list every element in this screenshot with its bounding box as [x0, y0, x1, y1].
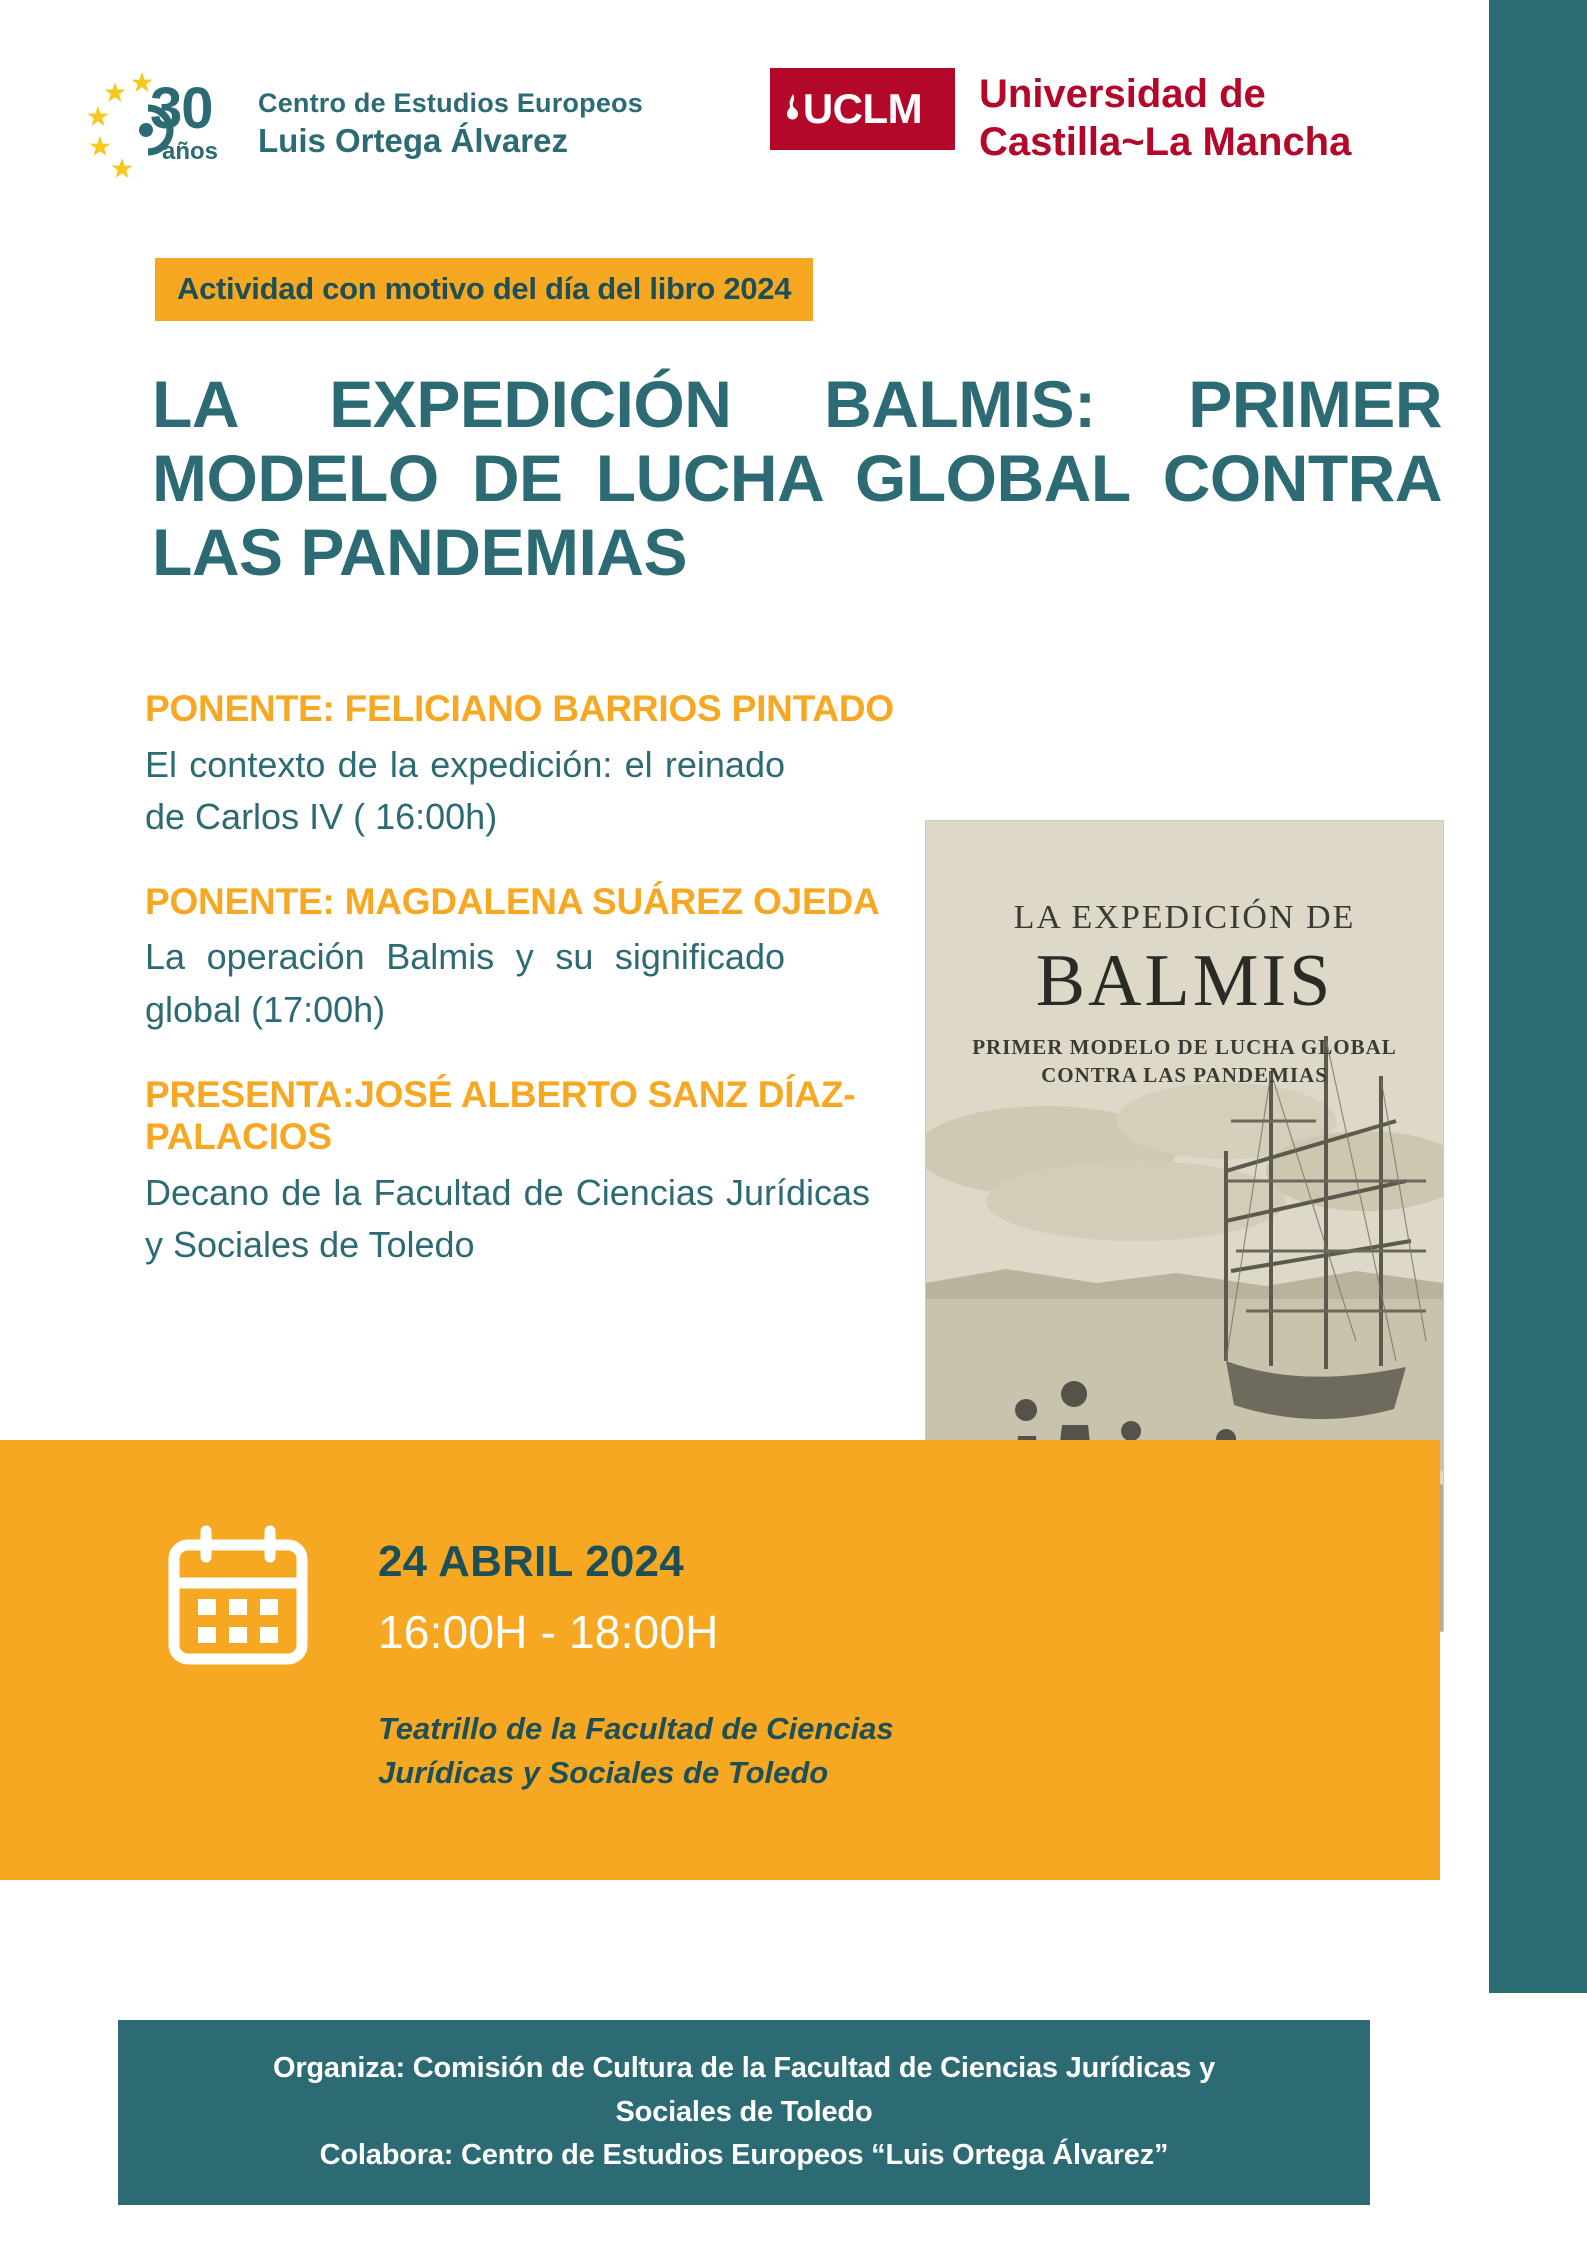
page-title: [152, 368, 1442, 590]
book-title-big: BALMIS: [1035, 940, 1334, 1022]
uclm-mark-label: UCLM: [802, 85, 923, 132]
speaker-item: [145, 688, 915, 843]
right-decorative-band: [1489, 0, 1587, 1993]
cee-logo-text: [258, 87, 643, 160]
page-title-line2: MODELO DE LUCHA GLOBAL CONTRA: [152, 440, 1442, 515]
uclm-name-line2: Castilla~La Mancha: [979, 120, 1352, 164]
flame-icon: [784, 94, 802, 124]
speaker-role: PRESENTA:JOSÉ ALBERTO SANZ DÍAZ-PALACIOS: [145, 1073, 856, 1158]
speaker-item: [145, 1074, 915, 1271]
footer: [118, 2020, 1370, 2205]
cee-badge-word: años: [162, 138, 219, 165]
footer-line2: Sociales de Toledo: [615, 2095, 873, 2128]
cee-line2: Luis Ortega Álvarez: [258, 122, 568, 160]
calendar-icon: [168, 1525, 308, 1665]
event-venue-line2: Jurídicas y Sociales de Toledo: [378, 1755, 829, 1791]
speaker-role: PONENTE: FELICIANO BARRIOS PINTADO: [145, 688, 894, 729]
uclm-name: [979, 68, 1351, 166]
footer-line1: Organiza: Comisión de Cultura de la Facultad de Ciencias Jurídicas y: [272, 2052, 1216, 2085]
speaker-description: La operación Balmis y su significado global (17:00h): [145, 936, 785, 1030]
book-title-small: LA EXPEDICIÓN DE: [1013, 899, 1356, 936]
activity-tag: Actividad con motivo del día del libro 2024: [155, 258, 813, 321]
speaker-item: [145, 881, 915, 1036]
speakers-list: [145, 688, 915, 1309]
page-title-line1: LA EXPEDICIÓN BALMIS: PRIMER: [152, 367, 1442, 441]
event-venue: [378, 1707, 1078, 1795]
speaker-role: PONENTE: MAGDALENA SUÁREZ OJEDA: [145, 880, 880, 922]
event-time: 16:00H - 18:00H: [378, 1606, 719, 1658]
speaker-description: Decano de la Facultad de Ciencias Jurídicas y Sociales de Toledo: [145, 1171, 870, 1266]
europe-stars-icon: [86, 68, 219, 180]
cee-badge-number: 30: [150, 76, 213, 141]
uclm-logo: [770, 68, 1351, 166]
event-date: 24 ABRIL 2024: [378, 1537, 684, 1586]
page-title-line3: LAS PANDEMIAS: [152, 514, 687, 589]
cee-logo: [86, 68, 643, 180]
uclm-name-line1: Universidad de: [979, 72, 1266, 116]
cee-line1: Centro de Estudios Europeos: [258, 88, 643, 119]
event-venue-line1: Teatrillo de la Facultad de Ciencias: [378, 1711, 894, 1746]
uclm-mark: [770, 68, 955, 150]
speaker-description: El contexto de la expedición: el reinado de Carlos IV ( 16:00h): [145, 743, 785, 837]
header: [0, 58, 1489, 208]
footer-line3: Colabora: Centro de Estudios Europeos “Luis Ortega Álvarez”: [319, 2139, 1169, 2172]
book-subtitle: PRIMER MODELO DE LUCHA GLOBAL CONTRA LAS PANDEMIAS: [972, 1035, 1397, 1088]
